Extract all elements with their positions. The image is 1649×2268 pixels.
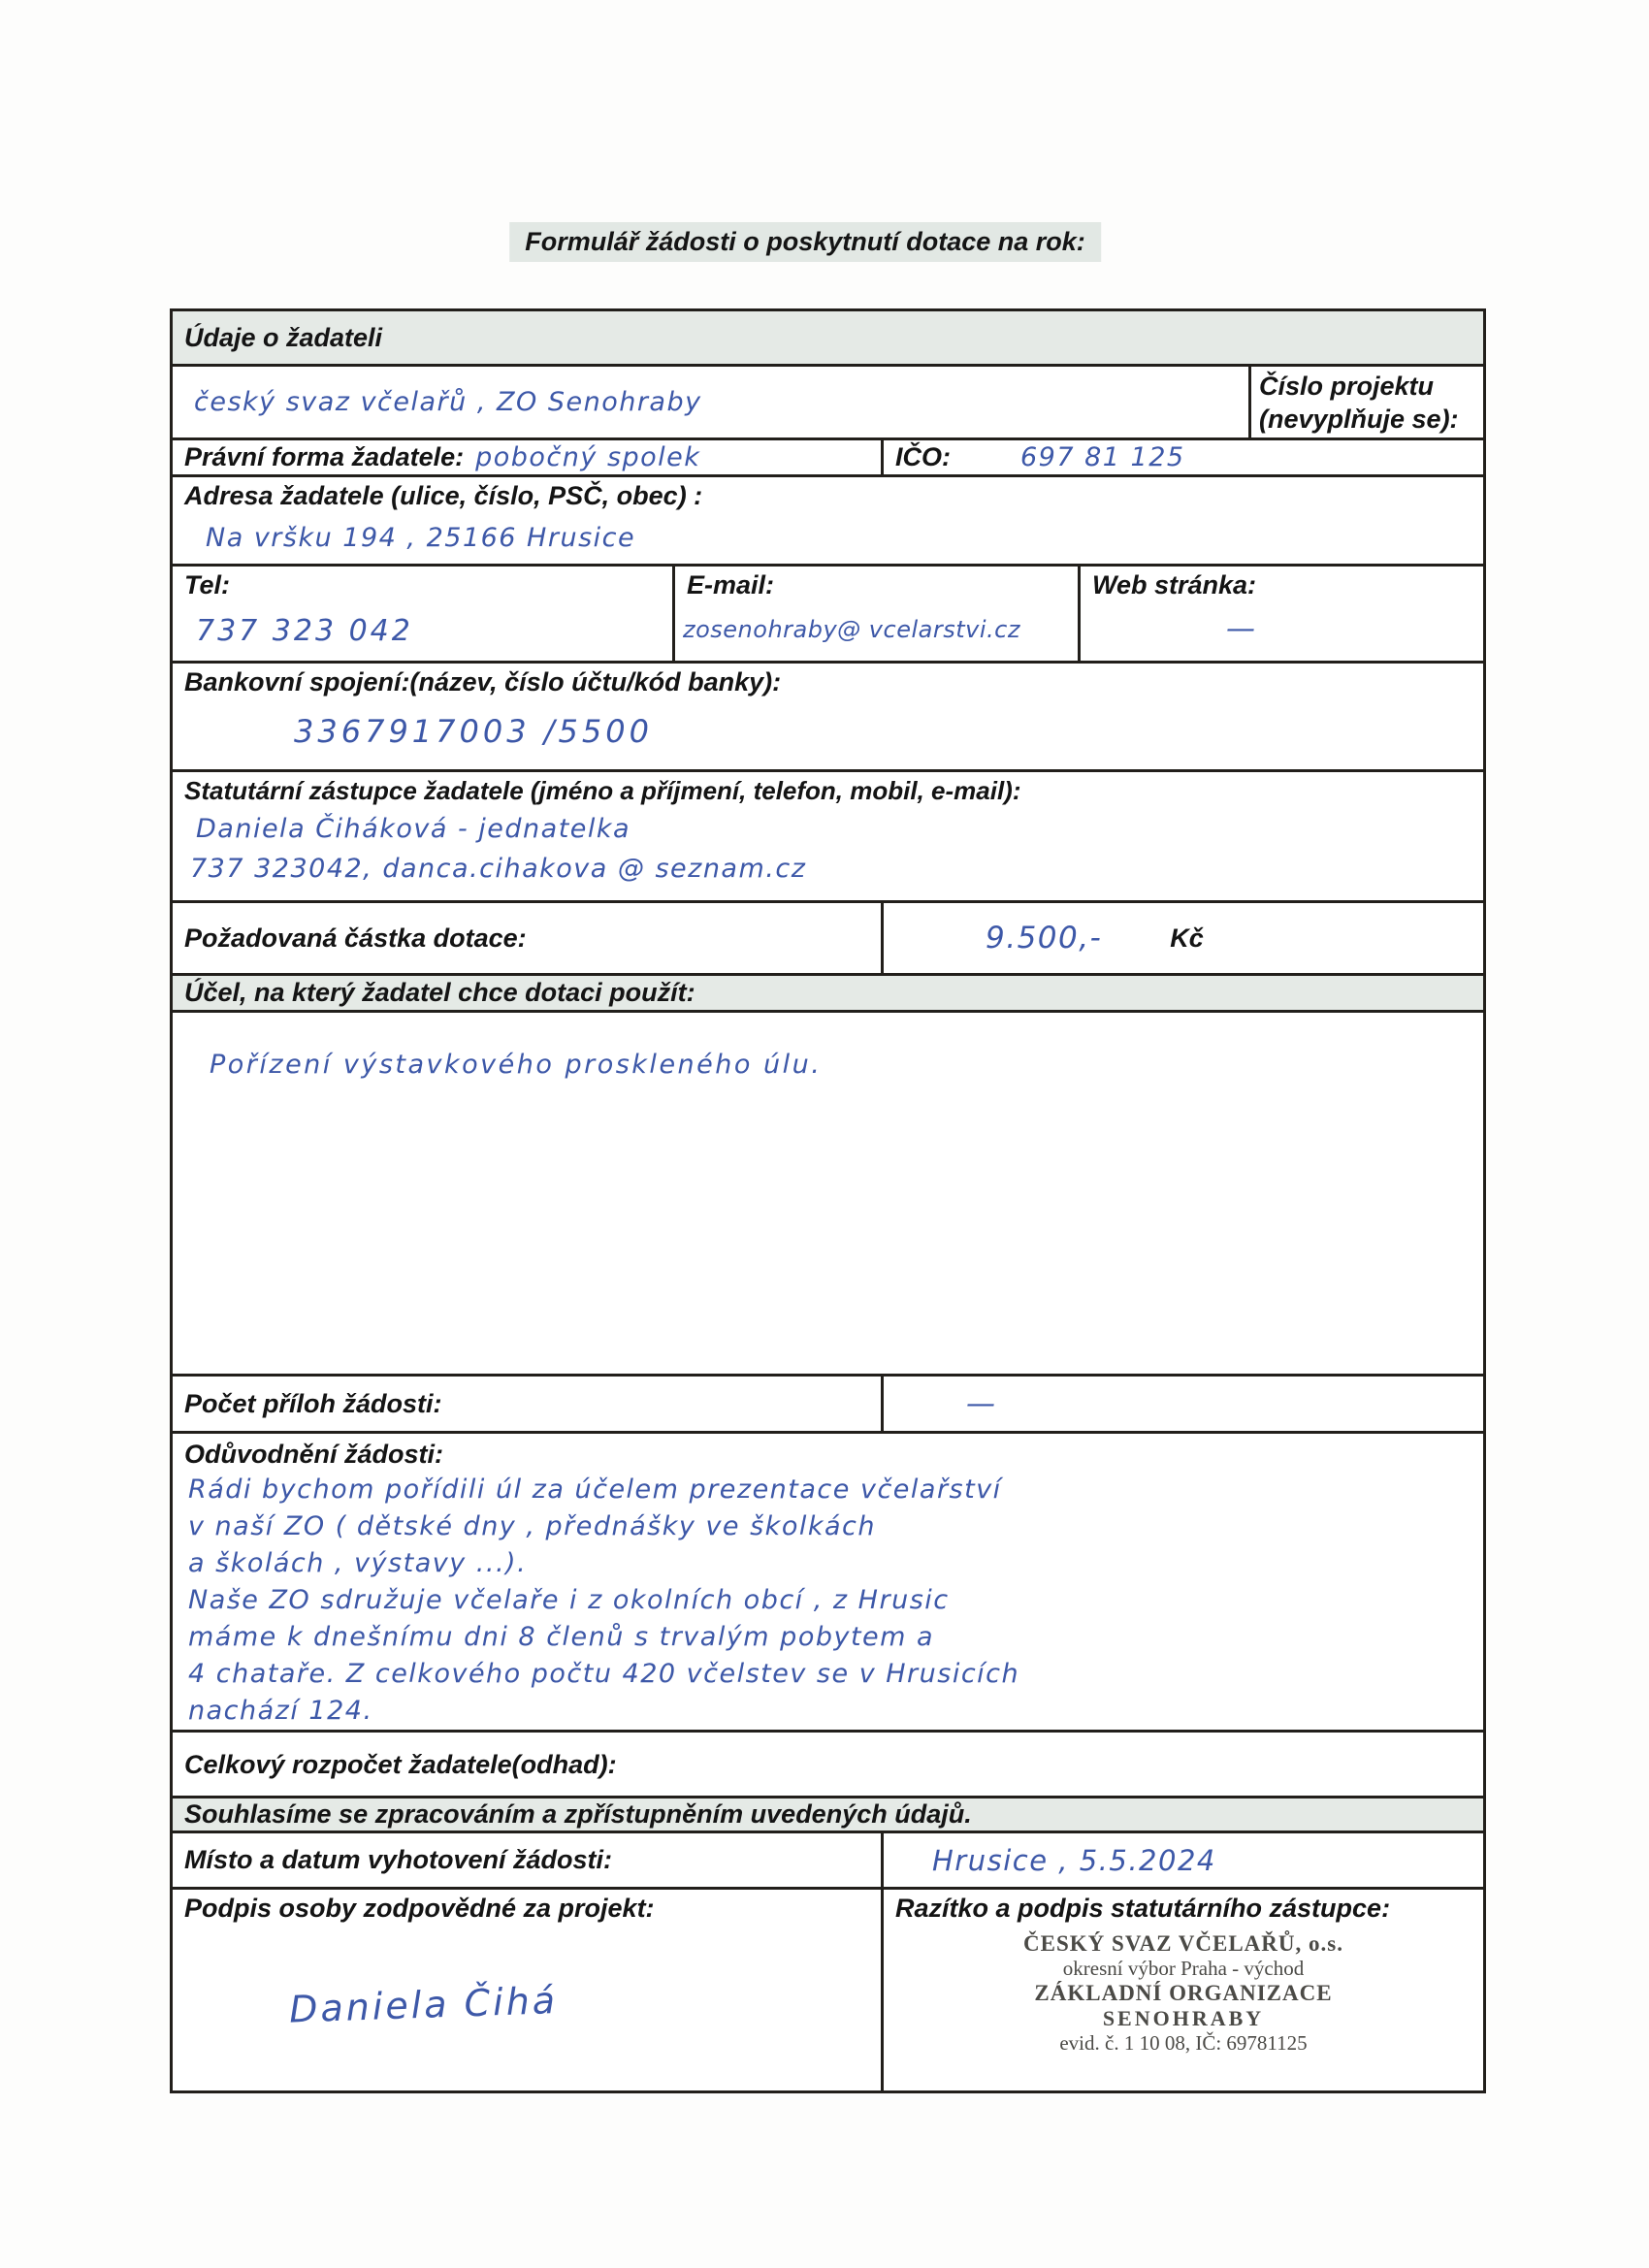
legal-form-value: pobočný spolek [475,442,701,472]
ico-cell [881,440,1483,474]
justification-line: Rádi bychom pořídili úl za účelem prezentace včelařství [188,1474,1002,1505]
responsible-signature-label: Podpis osoby zodpovědné za projekt: [184,1894,655,1923]
representative-row [173,769,1483,900]
responsible-signature-cell [173,1890,881,2090]
handwritten-signature: Daniela Čihá [288,1978,559,2031]
tel-cell [173,567,672,661]
tel-label: Tel: [184,570,230,599]
email-cell [672,567,1078,661]
purpose-header-row [173,973,1483,1010]
ico-label: IČO: [895,442,951,471]
legal-form-cell [173,440,881,474]
stamp-cell [881,1890,1483,2090]
purpose-header: Účel, na který žadatel chce dotaci použít: [184,978,695,1007]
place-date-value: Hrusice , 5.5.2024 [932,1843,1216,1877]
justification-line: v naší ZO ( dětské dny , přednášky ve školkách [188,1511,876,1541]
place-date-label-cell [173,1833,881,1887]
currency-label: Kč [1170,923,1204,953]
organization-stamp [884,1931,1483,2056]
attachments-label-cell [173,1377,881,1431]
web-cell [1078,567,1483,661]
consent-statement: Souhlasíme se zpracováním a zpřístupněním uvedených údajů. [184,1799,972,1829]
amount-value: 9.500,- [986,921,1103,956]
address-value: Na vršku 194 , 25166 Hrusice [206,523,636,553]
web-value: — [1226,612,1257,646]
amount-label: Požadovaná částka dotace: [184,923,527,953]
ico-value: 697 81 125 [1020,442,1185,472]
place-date-label: Místo a datum vyhotovení žádosti: [184,1845,613,1874]
representative-label: Statutární zástupce žadatele (jméno a příjmení, telefon, mobil, e-mail): [184,776,1021,805]
applicant-name-cell [173,367,1248,437]
grant-application-form [170,308,1486,2093]
representative-line1: Daniela Čiháková - jednatelka [196,814,631,844]
email-label: E-mail: [687,570,775,599]
bank-label: Bankovní spojení:(název, číslo účtu/kód banky): [184,667,782,697]
justification-line: Naše ZO sdružuje včelaře i z okolních obcí , z Hrusic [188,1585,950,1615]
form-title: Formulář žádosti o poskytnutí dotace na rok: [509,222,1101,262]
amount-label-cell [173,903,881,973]
budget-label: Celkový rozpočet žadatele(odhad): [184,1750,617,1779]
web-label: Web stránka: [1092,570,1257,599]
stamp-line-5: evid. č. 1 10 08, IČ: 69781125 [1059,2031,1308,2055]
legal-form-row [173,437,1483,474]
purpose-content-row [173,1010,1483,1374]
project-number-cell [1248,367,1483,437]
stamp-label: Razítko a podpis statutárního zástupce: [895,1894,1391,1923]
justification-line: a školách , výstavy ...). [188,1548,528,1578]
contact-row [173,564,1483,661]
bank-row [173,661,1483,769]
signature-row [173,1887,1483,2090]
attachments-value: — [966,1386,997,1421]
address-label: Adresa žadatele (ulice, číslo, PSČ, obec) : [184,481,703,510]
justification-line: 4 chataře. Z celkového počtu 420 včelstev se v Hrusicích [188,1659,1020,1689]
stamp-line-3: ZÁKLADNÍ ORGANIZACE [1034,1981,1333,2005]
tel-value: 737 323 042 [196,614,413,648]
applicant-name-row [173,364,1483,437]
justification-label: Odůvodnění žádosti: [184,1440,443,1469]
justification-text [188,1472,1483,1730]
amount-row [173,900,1483,973]
attachments-row [173,1374,1483,1431]
stamp-line-4: SENOHRABY [1102,2006,1265,2030]
bank-value: 3367917003 /5500 [294,713,653,750]
justification-line: máme k dnešnímu dni 8 členů s trvalým pobytem a [188,1622,935,1652]
justification-row [173,1431,1483,1730]
place-date-row [173,1831,1483,1887]
stamp-line-1: ČESKÝ SVAZ VČELAŘŮ, o.s. [1023,1931,1343,1956]
amount-value-cell [881,903,1483,973]
attachments-value-cell [881,1377,1483,1431]
stamp-line-2: okresní výbor Praha - východ [1062,1957,1305,1980]
representative-line2: 737 323042, danca.cihakova @ seznam.cz [190,854,807,884]
applicant-name-value: český svaz včelařů , ZO Senohraby [194,387,702,417]
address-row [173,474,1483,564]
place-date-value-cell [881,1833,1483,1887]
purpose-value: Pořízení výstavkového proskleného úlu. [210,1050,823,1080]
consent-row [173,1796,1483,1831]
applicant-section-header-row [173,311,1483,364]
legal-form-label: Právní forma žadatele: [184,442,465,471]
budget-row [173,1730,1483,1796]
justification-line: nachází 124. [188,1696,373,1726]
email-value: zosenohraby@ vcelarstvi.cz [683,616,1020,643]
applicant-section-header: Údaje o žadateli [184,322,383,352]
attachments-label: Počet příloh žádosti: [184,1388,442,1418]
project-number-label: Číslo projektu (nevyplňuje se): [1259,372,1459,434]
